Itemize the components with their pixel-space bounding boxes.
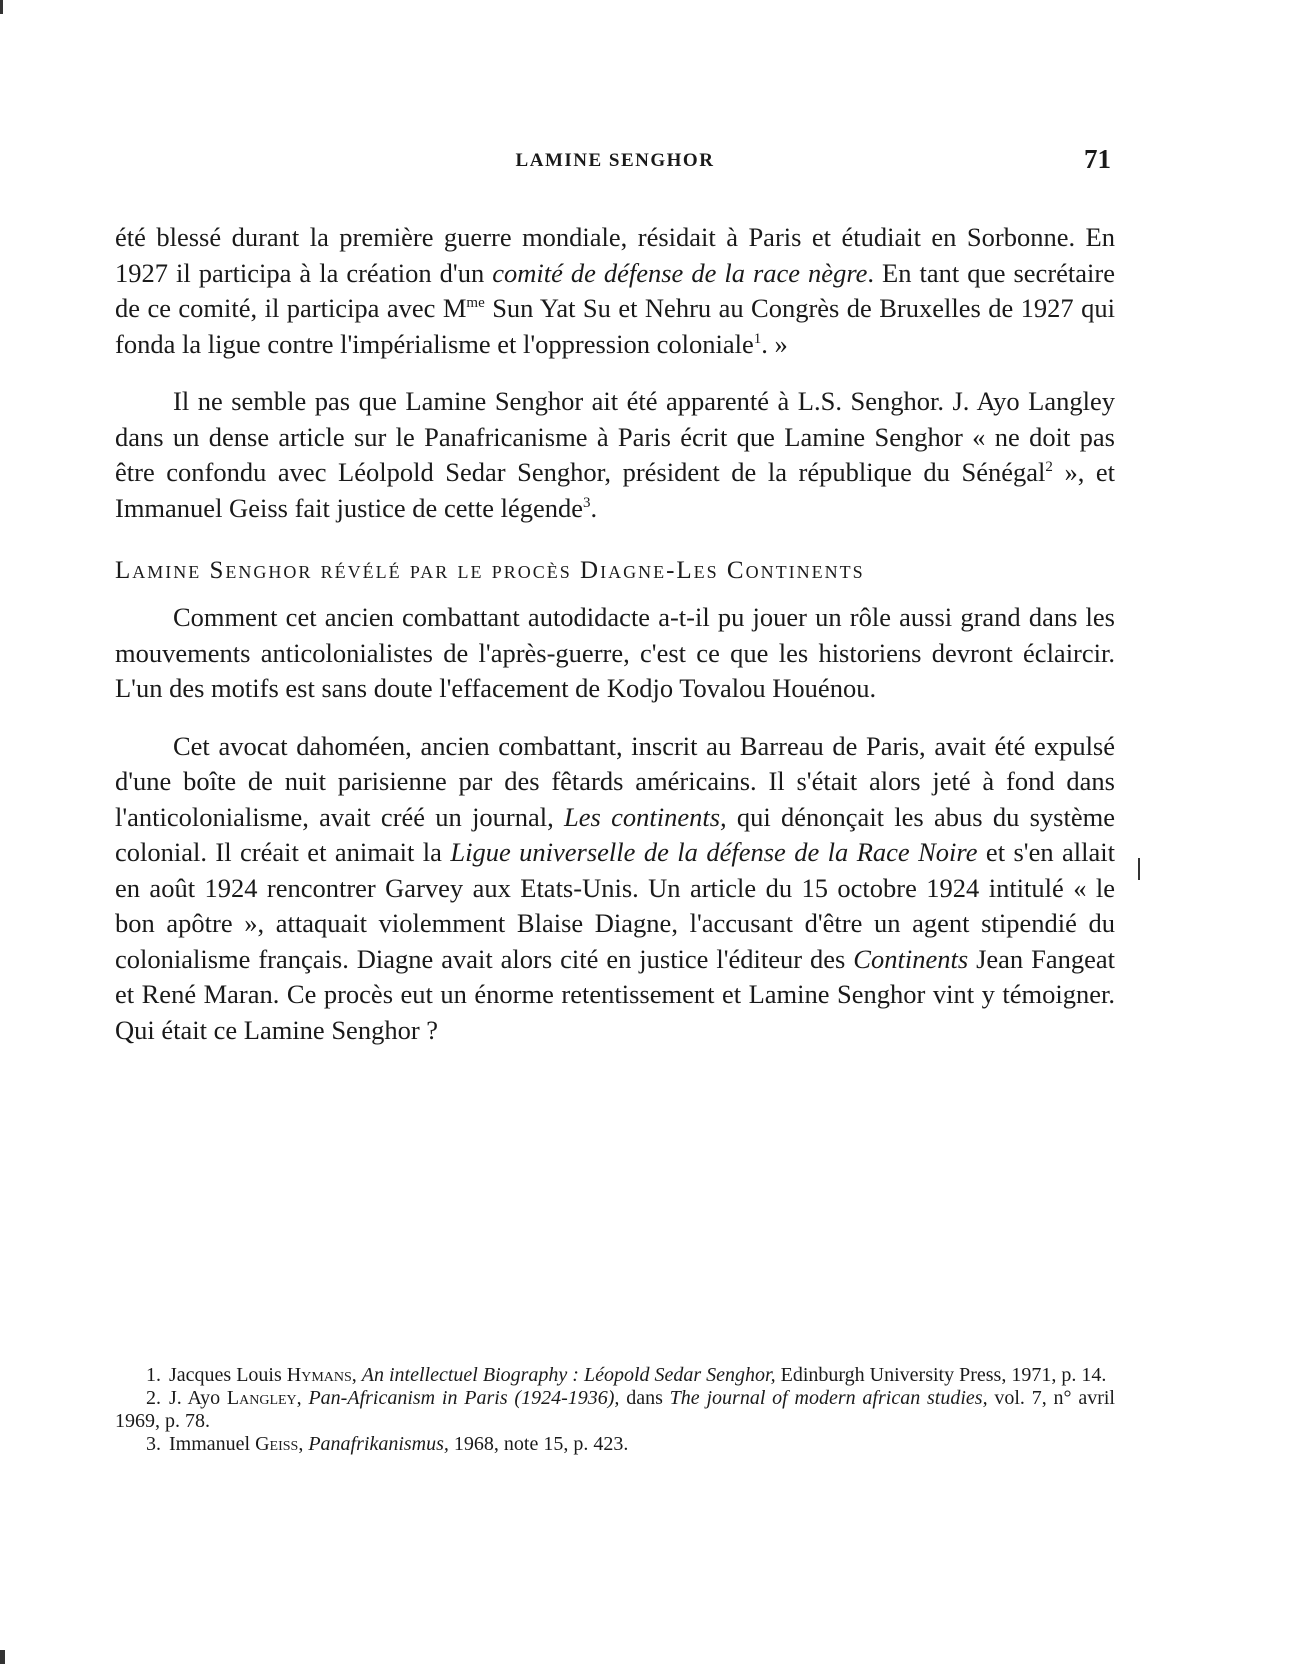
- text-run: 1968, note 15, p. 423.: [448, 1433, 629, 1455]
- page-number: 71: [1084, 144, 1111, 174]
- text-run: J. Ayo: [169, 1387, 227, 1409]
- running-title: LAMINE SENGHOR: [515, 150, 715, 171]
- work-title: Panafrikanismus,: [308, 1433, 449, 1455]
- italic-run: comité de défense de la race nègre: [492, 257, 868, 288]
- scan-edge-mark: [0, 1650, 5, 1664]
- text-run: Il ne semble pas que Lamine Senghor ait été apparenté à L.S. Senghor. J. Ayo Langley dans un dense article sur le Panafricanisme à Paris écrit que Lamine Senghor « ne doit pas être confondu avec Léolpold Sedar Senghor, président de la république du Sénégal: [115, 386, 1115, 487]
- footnote-ref-2: 2: [1045, 459, 1053, 476]
- text-run: qui dénonçait les abus du système colonial. Il créait et animait la: [115, 801, 1115, 867]
- text-run: . »: [761, 328, 788, 359]
- text-run: et s'en allait en août 1924 rencontrer Garvey aux Etats-Unis. Un article du 15 octobre 1924 intitulé « le bon apôtre », attaquait violemment Blaise Diagne, l'accusant d'être un agent stipendié du colonialisme français. Diagne avait alors cité en justice l'éditeur des: [115, 837, 1115, 974]
- footnote-ref-1: 1: [753, 330, 762, 347]
- paragraph-4: [115, 729, 1115, 1049]
- text-run: .: [590, 492, 598, 523]
- footnote-3: [115, 1433, 1115, 1456]
- scan-edge-mark: [0, 0, 3, 14]
- journal-title: The journal of modern african studies,: [669, 1387, 988, 1409]
- footnote-number: 3.: [146, 1433, 161, 1455]
- superscript: me: [466, 295, 485, 312]
- text-run: dans: [619, 1387, 670, 1409]
- paragraph-1: [115, 220, 1115, 362]
- running-header: [115, 144, 1115, 180]
- footnote-number: 2.: [146, 1387, 161, 1409]
- text-run: Jean Fangeat et René Maran. Ce procès eut un énorme retentissement et Lamine Senghor vint y témoigner. Qui était ce Lamine Senghor ?: [115, 943, 1115, 1045]
- text-run: vol. 7, n° avril 1969, p. 78.: [115, 1387, 1115, 1432]
- work-title: An intellectuel Biography : Léopold Sedar Senghor,: [361, 1364, 776, 1386]
- section-heading: Lamine Senghor révélé par le procès Diagne-Les Continents: [115, 557, 865, 584]
- paragraph-3: Comment cet ancien combattant autodidacte a-t-il pu jouer un rôle aussi grand dans les mouvements anticolonialistes de l'après-guerre, c'est ce que les historiens devront éclaircir. L'un des motifs est sans doute l'effacement de Kodjo Tovalou Houénou.: [115, 602, 1115, 703]
- work-title: Pan-Africanism in Paris (1924-1936),: [308, 1387, 620, 1409]
- text-run: ,: [296, 1387, 309, 1409]
- italic-run: Continents: [853, 943, 969, 974]
- italic-run: Ligue universelle de la défense de la Race Noire: [450, 837, 978, 867]
- text-run: », et Immanuel Geiss fait justice de cette légende: [115, 457, 1116, 523]
- text-run: été blessé durant la première guerre mondiale, résidait à Paris et étudiait en Sorbonne. En 1927 il participa à la création d'un: [115, 222, 1115, 288]
- text-run: Immanuel: [169, 1433, 256, 1455]
- paragraph-2: [115, 384, 1115, 526]
- body-text: [115, 220, 1115, 1048]
- author-name: Hymans: [286, 1364, 352, 1386]
- author-name: Geiss: [255, 1433, 299, 1455]
- footnote-ref-3: 3: [582, 494, 591, 511]
- text-run: ,: [351, 1364, 362, 1386]
- footnote-number: 1.: [146, 1364, 161, 1386]
- author-name: Langley: [226, 1387, 297, 1409]
- text-run: ,: [298, 1433, 309, 1455]
- footnote-1: [115, 1364, 1115, 1387]
- text-run: Cet avocat dahoméen, ancien combattant, inscrit au Barreau de Paris, avait été expulsé d'une boîte de nuit parisienne par des fêtards américains. Il s'était alors jeté à fond dans l'anticolonialisme, avait créé un journal,: [115, 730, 1115, 832]
- text-run: . En tant que secrétaire de ce comité, il participa avec M: [115, 257, 1115, 323]
- text-run: Jacques Louis: [169, 1364, 287, 1386]
- text-run: Edinburgh University Press, 1971, p. 14.: [775, 1364, 1107, 1386]
- scan-margin-mark: [1138, 858, 1140, 880]
- text-run: Sun Yat Su et Nehru au Congrès de Bruxelles de 1927 qui fonda la ligue contre l'impérialisme et l'oppression coloniale: [115, 293, 1115, 359]
- footnotes: [115, 1364, 1115, 1456]
- italic-run: Les continents,: [564, 801, 727, 832]
- footnote-2: [115, 1387, 1115, 1433]
